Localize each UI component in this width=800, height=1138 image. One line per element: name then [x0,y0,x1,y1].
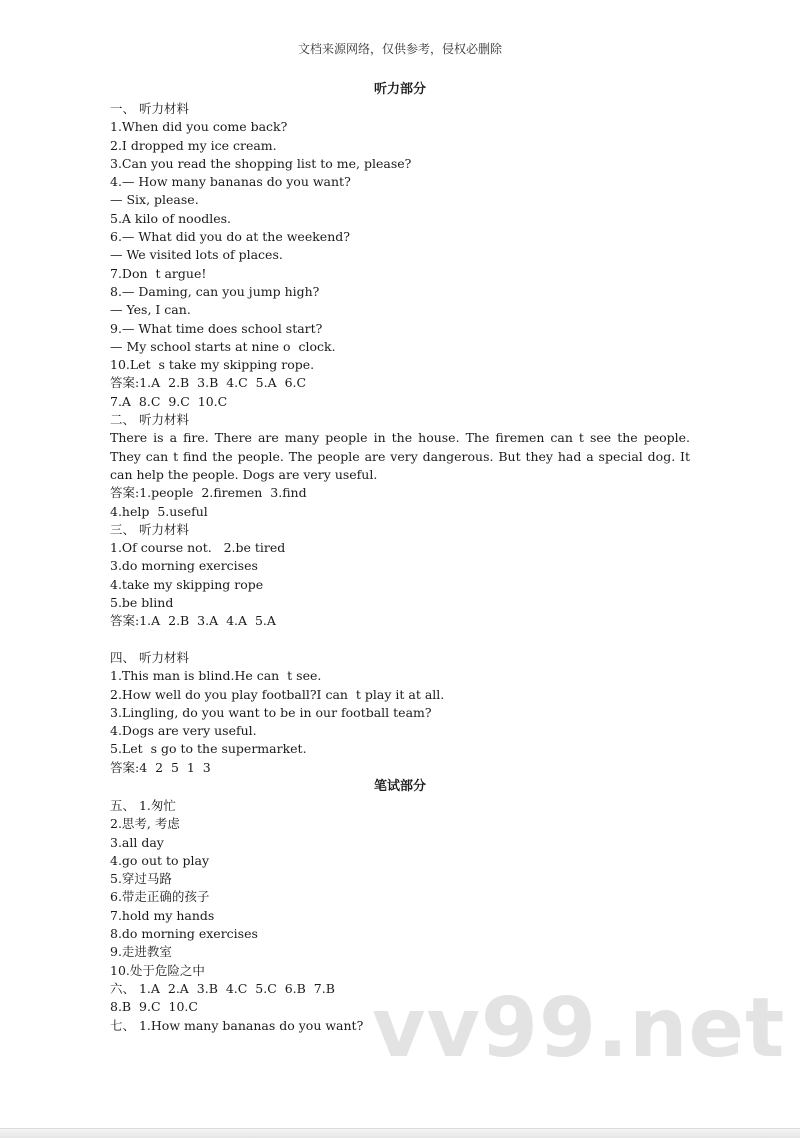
watermark: vv99.net [372,981,786,1076]
part5-line: 9.走进教室 [110,944,172,960]
part1-line: 6.— What did you do at the weekend? [110,229,350,245]
part1-line: 7.Don t argue! [110,265,207,281]
part1-heading: 一、 听力材料 [110,101,189,116]
part4-line: 1.This man is blind.He can t see. [110,668,322,684]
part3-answers: 答案:1.A 2.B 3.A 4.A 5.A [110,613,276,629]
part1-line: 4.— How many bananas do you want? [110,174,351,190]
part3-line: 4.take my skipping rope [110,576,264,592]
part1-line: 9.— What time does school start? [110,320,323,336]
part1-line: — Yes, I can. [110,302,191,318]
part4-line: 5.Let s go to the supermarket. [110,741,307,757]
part5-line: 4.go out to play [110,852,210,868]
part1-line: 5.A kilo of noodles. [110,210,232,226]
part2-answers: 答案:1.people 2.firemen 3.find [110,485,307,501]
part2-heading: 二、 听力材料 [110,412,189,428]
part3-line: 5.be blind [110,595,174,611]
part1-line: 1.When did you come back? [110,119,288,135]
part3-heading: 三、 听力材料 [110,521,189,537]
part1-line: 2.I dropped my ice cream. [110,137,277,153]
part5 [110,797,690,980]
part2-paragraph: There is a fire. There are many people in the house. The firemen can t see the people. They can t find the people. The people are very dangerous. But they had a special dog. It can help the people. Dogs are very useful. [110,430,690,482]
listening-section-title: 听力部分 [373,82,426,97]
part1-line: — Six, please. [110,192,199,208]
part5-line: 8.do morning exercises [110,926,258,942]
part1-answers: 答案:1.A 2.B 3.B 4.C 5.A 6.C [110,375,307,391]
part5-line: 10.处于危险之中 [110,962,205,978]
part6-line: 8.B 9.C 10.C [110,999,198,1015]
part1-line: — We visited lots of places. [110,247,283,263]
part4-line: 2.How well do you play football?I can t play it at all. [110,686,445,702]
part4-heading: 四、 听力材料 [110,649,189,665]
part7-line: 七、 1.How many bananas do you want? [110,1017,364,1033]
part6-line: 六、 1.A 2.A 3.B 4.C 5.C 6.B 7.B [110,980,335,996]
part4-line: 4.Dogs are very useful. [110,723,257,739]
page-header-notice: 文档来源网络，仅供参考，侵权必删除 [297,42,502,56]
part1-line: 10.Let s take my skipping rope. [110,357,315,373]
part4 [110,649,690,777]
document-body [110,80,690,1035]
part3-line: 3.do morning exercises [110,558,258,574]
part4-answers: 答案:4 2 5 1 3 [110,759,211,775]
written-section-title: 笔试部分 [373,778,426,794]
part3-line: 1.Of course not. 2.be tired [110,540,286,556]
part5-line: 7.hold my hands [110,907,215,923]
part4-line: 3.Lingling, do you want to be in our football team? [110,704,432,720]
part1-answers: 7.A 8.C 9.C 10.C [110,393,228,409]
part5-line: 2.思考, 考虑 [110,816,180,832]
part1 [110,100,690,411]
part5-line: 5.穿过马路 [110,871,172,887]
part2 [110,411,690,521]
part2-answers: 4.help 5.useful [110,503,208,519]
part5-line: 3.all day [110,834,164,850]
part1-line: 3.Can you read the shopping list to me, please? [110,155,412,171]
part1-line: — My school starts at nine o clock. [110,338,336,354]
part1-line: 8.— Daming, can you jump high? [110,283,320,299]
part5-line: 6.带走正确的孩子 [110,889,210,905]
spacer [110,631,690,649]
part5-line: 五、 1.匆忙 [110,797,176,813]
part3 [110,521,690,631]
